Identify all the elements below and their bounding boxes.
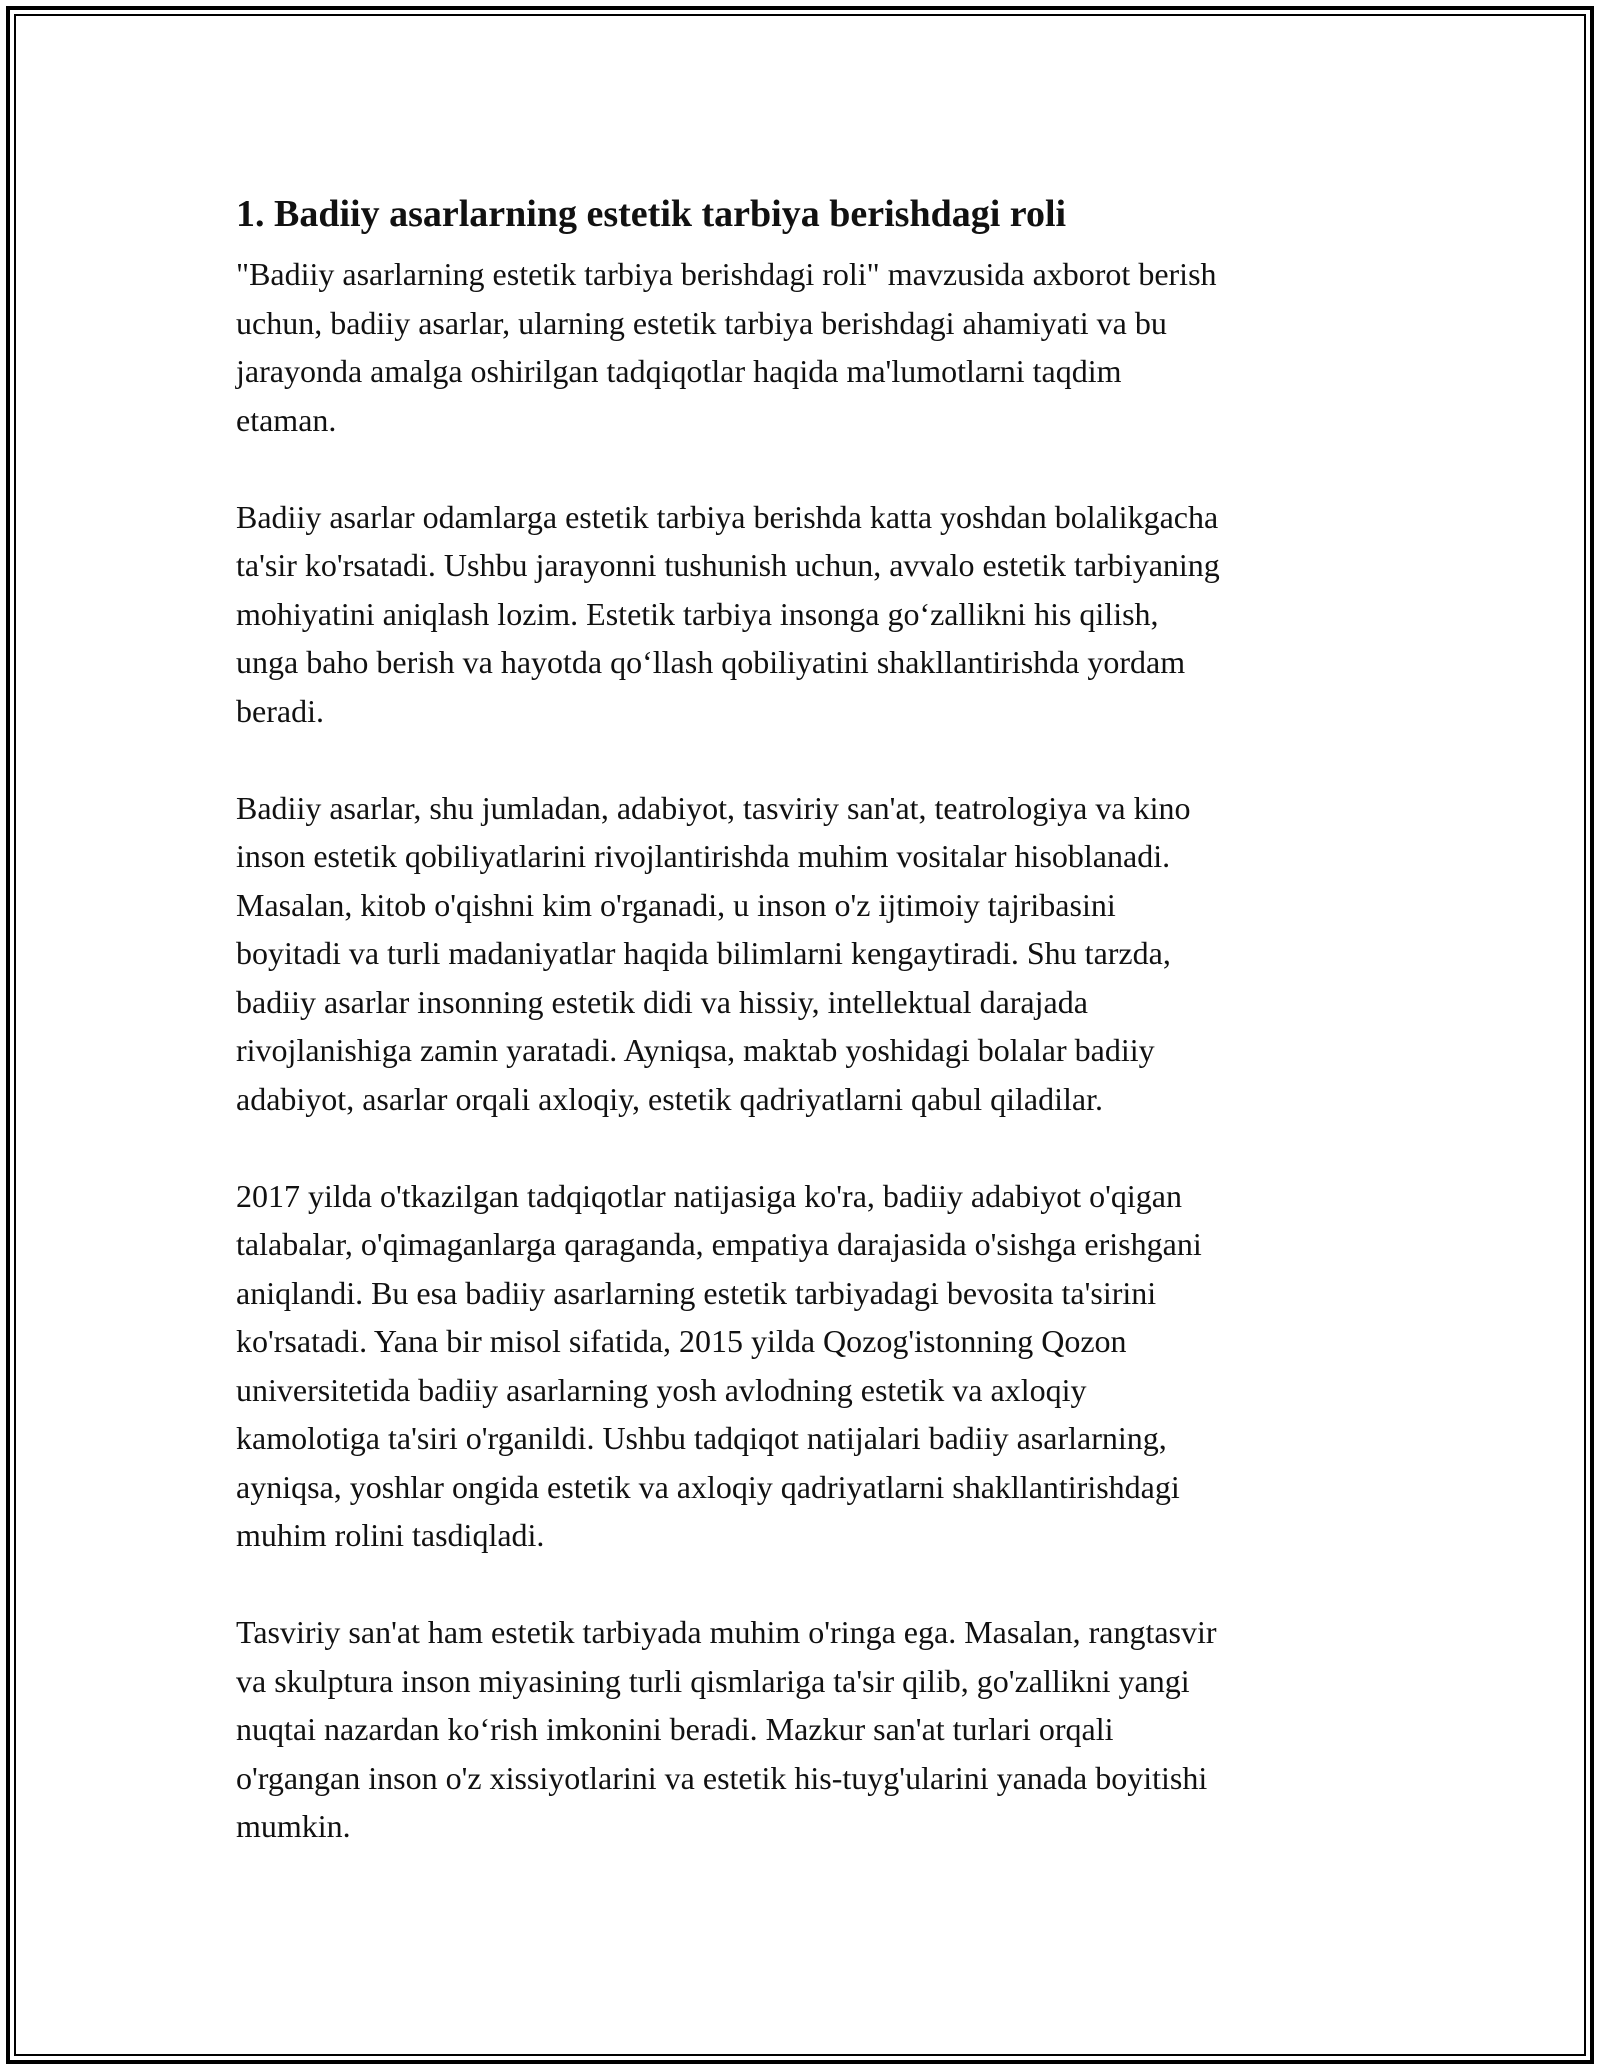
paragraph-research: 2017 yilda o'tkazilgan tadqiqotlar natijasiga ko'ra, badiiy adabiyot o'qigan talabalar, o'qimaganlarga qaraganda, empatiya darajasida o'sishga erishgani aniqlandi. Bu esa badiiy asarlarning estetik tarbiyadagi bevosita ta'sirini ko'rsatadi. Yana bir misol sifatida, 2015 yilda Qozog'istonning Qozon universitetida badiiy asarlarning yosh avlodning estetik va axloqiy kamolotiga ta'siri o'rganildi. Ushbu tadqiqot natijalari badiiy asarlarning, ayniqsa, yoshlar ongida estetik va axloqiy qadriyatlarni shakllantirishdagi muhim rolini tasdiqladi. [236, 1177, 1202, 1553]
paragraph-visual-arts: Tasviriy san'at ham estetik tarbiyada muhim o'ringa ega. Masalan, rangtasvir va skulptura inson miyasining turli qismlariga ta'sir qilib, go'zallikni yangi nuqtai nazardan koʻrish imkonini beradi. Mazkur san'at turlari orqali o'rgangan inson o'z xissiyotlarini va estetik his-tuyg'ularini yanada boyitishi mumkin. [236, 1614, 1217, 1844]
paragraph-aesthetic-education: Badiiy asarlar odamlarga estetik tarbiya berishda katta yoshdan bolalikgacha ta'sir ko'rsatadi. Ushbu jarayonni tushunish uchun, avvalo estetik tarbiyaning mohiyatini aniqlash lozim. Estetik tarbiya insonga goʻzallikni his qilish, unga baho berish va hayotda qoʻllash qobiliyatini shakllantirishda yordam beradi. [236, 498, 1220, 729]
section-heading: 1. Badiiy asarlarning estetik tarbiya berishdagi roli [236, 193, 1067, 235]
document-body [236, 188, 1366, 1899]
paragraph-art-forms: Badiiy asarlar, shu jumladan, adabiyot, tasviriy san'at, teatrologiya va kino inson estetik qobiliyatlarini rivojlantirishda muhim vositalar hisoblanadi. Masalan, kitob o'qishni kim o'rganadi, u inson o'z ijtimoiy tajribasini boyitadi va turli madaniyatlar haqida bilimlarni kengaytiradi. Shu tarzda, badiiy asarlar insonning estetik didi va hissiy, intellektual darajada rivojlanishiga zamin yaratadi. Ayniqsa, maktab yoshidagi bolalar badiiy adabiyot, asarlar orqali axloqiy, estetik qadriyatlarni qabul qiladilar. [236, 789, 1191, 1117]
paragraph-intro: "Badiiy asarlarning estetik tarbiya berishdagi roli" mavzusida axborot berish uchun, badiiy asarlar, ularning estetik tarbiya berishdagi ahamiyati va bu jarayonda amalga oshirilgan tadqiqotlar haqida ma'lumotlarni taqdim etaman. [236, 256, 1217, 438]
